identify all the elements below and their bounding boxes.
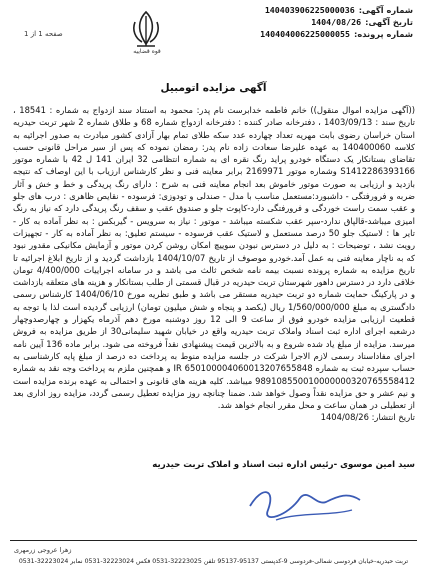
stamp-signature-scribble: [0, 476, 427, 536]
file-number: 140404006225000055: [260, 29, 351, 39]
file-number-row: [203, 28, 413, 40]
notice-number-row: [203, 4, 413, 16]
file-number-label: شماره پرونده:: [354, 29, 413, 39]
org-name: قوه قضاییه: [133, 48, 161, 55]
signature-line: سید امین موسوی -رئیس اداره ثبت اسناد و املاک تربت حیدریه: [152, 460, 415, 470]
notice-body: [13, 104, 415, 424]
footer-name: زهرا عروجی زرمهری: [14, 546, 72, 554]
notice-date-row: [203, 16, 413, 28]
footer-address: تربت حیدریه-خیابان فردوسی شمالی-فردوسی 9-کدپستی 95137-95137 تلفن 32223025-0531 فکس 32223024-0531 نمابر 32223024-0531: [18, 558, 409, 565]
footer-divider: [10, 540, 417, 541]
publish-date: 1404/08/26: [320, 412, 369, 423]
notice-date: 1404/08/26: [311, 17, 362, 27]
iran-emblem-icon: [126, 8, 166, 50]
notice-meta: [203, 4, 413, 40]
notice-number-label: شماره آگهی:: [358, 5, 413, 15]
notice-number: 140403906225000036: [264, 5, 355, 15]
publish-date-label: تاریخ انتشار:: [371, 412, 415, 423]
page-title: آگهی مزایده اتومبیل: [160, 82, 267, 94]
notice-date-label: تاریخ آگهی:: [365, 17, 413, 27]
notice-body-text: ((آگهی مزایده اموال منقول)) خانم فاطمه خدابرست نام پدر: محمود به استناد سند ازدواج به شماره : 18541 ، تاریخ سند : 1403/09/13 ، دفترخانه صادر کننده : دفترخانه ازدواج شماره 68 و طلاق شماره 2 شهر تربت حیدریه استان خراسان رضوی بابت مهریه تعداد چهارده عدد سکه طلای تمام بهار آزادی کشور مبادرت به صدور اجرائیه به کلاسه 140400060 به عهده علیرضا سعادت زاده نام پدر: رمضان نموده که پس از سیر مراحل قانونی حسب تقاضای بستانکار یک دستگاه خودرو پراید رنگ نقره ای به شماره انتظامی 32 ایران 141 ل 42 با شماره موتور S1412286393166 وشماره موتور 2169971 برابر معاینه فنی و نظر کارشناس ارزیاب با این اوصاف که نتیجه بازدید و ارزیابی به صورت موتور خاموش بعد انجام معاینه فنی به شرح : دارای رنگ پریدگی و خط و خش و آثار ضربه و فرورفتگی - داشبورد:مستعمل مناسب با مدل - صندلی و تودوزی: فرسوده - نقایص ظاهری : درب های جلو و عقب سمت راست خوردگی و فرورفتگی دارد-کاپوت جلو و صندوق عقب و سقف رنگ پریدگی دارد که نیاز به رنگ امیزی میباشد-قالپاق ندارد-سپر عقب شکسته میباشد - موتور : نیاز به سرویس - گیربکس : به نظر آماده به کار - تایر ها : لاستیک جلو 50 درصد مستعمل و لاستیک عقب فرسوده - سیستم تعلیق: به نظر آماده به کار - تجهیزات رویت نشد ، توضیحات : به دلیل در دسترس نبودن سوییچ امکان روشن کردن موتور و آزمایش مکانیکی مقدور نبود که به ناچار معاینه فنی به عمل آمد.خودرو موصوف از تاریخ 1404/10/07 بازداشت گردید و از تاریخ ابلاغ اجرائیه تا تاریخ مزایده به شماره پرونده نسبت بیمه نامه شخص ثالث می باشد و در سامانه اجراییات 4/400/000 تومان خلافی دارد در دسترس داهور شهرستان تربت حیدریه در قبال قسمتی از طلب بستانکار و هزینه های متعلقه بازداشت و در پارکینگ حمایت شماره دو تربت حیدریه مستقر می باشد و طبق نظریه مورخ 1404/06/10 کارشناس رسمی دادگستری به مبلغ 1/560/000/000 ریال (یکصد و پنجاه و شش میلیون تومان) ارزیابی گردیده است لذا با توجه به قطعیت ارزیابی مزایده خودرو فوق از ساعت 9 الی 12 روز دوشنبه مورخ دهم آذرماه یکهزار و چهارصدوچهار درشعبه اجرای اداره ثبت اسناد واملاک تربت حیدریه واقع در خیابان شهید سلیمانی30 از طریق مزایده به فروش میرسد. مزایده از مبلغ یاد شده شروع و به بالاترین قیمت پیشنهادی نقداً فروخته می شود. برابر ماده 136 آیین نامه اجرای مفاداسناد رسمی لازم الاجرا شرکت در جلسه مزایده منوط به پرداخت ده درصد از مبلغ پایه کارشناسی به حساب سپرده ثبت به شماره IR 650100004060013207655848 و همچنین ملزم به پرداخت وجه نقد به شماره 989108550010000000320765558412 میباشد. کلیه هزینه های قانونی و احتمالی به عهده برنده مزایده است و نیم عشر و حق مزایده نقداً وصول خواهد شد. ضمنا چنانچه روز مزایده تعطیل رسمی گردد، مزایده روز اداری بعد از تعطیلی در همان ساعت و محل مقرر انجام خواهد شد.: [13, 105, 416, 411]
page-number: صفحه 1 از 1: [24, 30, 63, 38]
